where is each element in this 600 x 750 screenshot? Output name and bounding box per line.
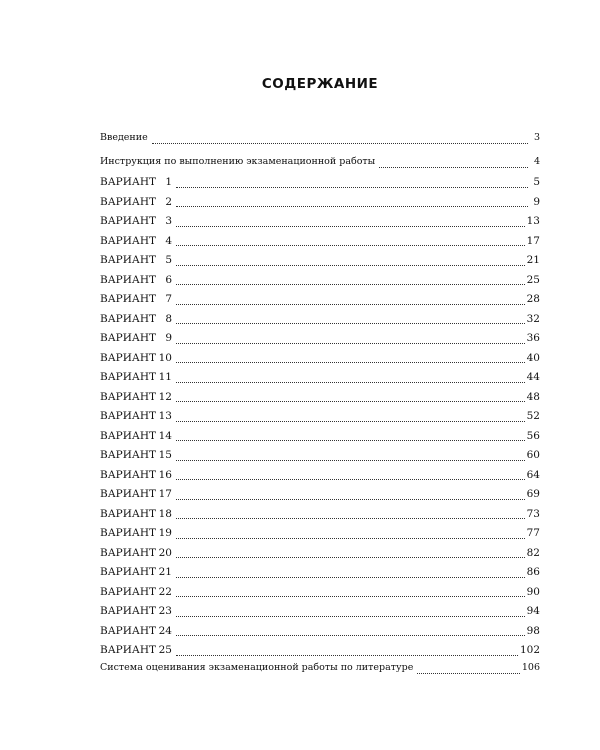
dot-leader xyxy=(176,479,525,480)
dot-leader xyxy=(176,323,525,324)
toc-entry-variant[interactable] xyxy=(100,488,540,504)
variant-number: 3 xyxy=(165,215,172,227)
variant-word: ВАРИАНТ xyxy=(100,390,157,403)
toc-entry-variant[interactable] xyxy=(100,469,540,485)
dot-leader xyxy=(176,440,525,441)
toc-entry-variant[interactable] xyxy=(100,254,540,270)
dot-leader xyxy=(152,143,528,144)
variant-word: ВАРИАНТ xyxy=(100,585,157,598)
toc-entry-label xyxy=(100,469,172,481)
toc-page-number: 36 xyxy=(526,332,540,344)
toc-page-number: 60 xyxy=(526,449,540,461)
toc-entry-variant[interactable] xyxy=(100,410,540,426)
variant-word: ВАРИАНТ xyxy=(100,488,157,500)
toc-entry-label xyxy=(100,508,172,520)
variant-number: 1 xyxy=(165,176,172,188)
toc-page-number: 82 xyxy=(526,546,540,559)
dot-leader xyxy=(176,655,518,656)
toc-entry-variant[interactable] xyxy=(100,235,540,251)
variant-word: ВАРИАНТ xyxy=(100,527,157,539)
toc-entry-label xyxy=(100,332,172,344)
toc-page-number: 69 xyxy=(526,488,540,500)
variant-number: 18 xyxy=(158,507,172,520)
toc-entry-variant[interactable] xyxy=(100,527,540,543)
toc-entry-label xyxy=(100,566,172,578)
toc-page-number: 21 xyxy=(526,254,540,266)
toc-entry-label xyxy=(100,527,172,539)
variant-word: ВАРИАНТ xyxy=(100,507,157,520)
toc-page-number: 9 xyxy=(533,195,540,208)
toc-entry-label xyxy=(100,449,172,461)
toc-entry-variant[interactable] xyxy=(100,566,540,582)
toc-entry-label xyxy=(100,605,172,617)
toc-entry-variant[interactable] xyxy=(100,644,540,660)
variant-number: 9 xyxy=(165,332,172,344)
toc-entry-variant[interactable] xyxy=(100,313,540,329)
variant-word: ВАРИАНТ xyxy=(100,468,157,481)
toc-entry-label xyxy=(100,625,172,637)
variant-number: 2 xyxy=(165,195,172,208)
variant-word: ВАРИАНТ xyxy=(100,215,157,227)
toc-entry-label xyxy=(100,313,172,325)
dot-leader xyxy=(176,577,525,578)
dot-leader xyxy=(176,596,525,597)
toc-entry-label xyxy=(100,488,172,500)
toc-entry-label xyxy=(100,547,172,559)
toc-entry-label: Инструкция по выполнению экзаменационной работы xyxy=(100,156,376,167)
toc-page-number: 106 xyxy=(521,662,540,673)
dot-leader xyxy=(176,304,525,305)
dot-leader xyxy=(176,382,525,383)
dot-leader xyxy=(176,206,528,207)
variant-word: ВАРИАНТ xyxy=(100,176,157,188)
toc-entry-variant[interactable] xyxy=(100,430,540,446)
toc-entry-label xyxy=(100,254,172,266)
variant-word: ВАРИАНТ xyxy=(100,312,157,325)
toc-entry-introduction[interactable] xyxy=(100,132,540,148)
dot-leader xyxy=(176,538,525,539)
toc-entry-label: Система оценивания экзаменационной работы по литературе xyxy=(100,662,414,673)
toc-page-number: 64 xyxy=(526,468,540,481)
dot-leader xyxy=(176,343,525,344)
dot-leader xyxy=(379,167,528,168)
dot-leader xyxy=(417,673,520,674)
variant-word: ВАРИАНТ xyxy=(100,624,157,637)
variant-number: 15 xyxy=(158,449,172,461)
toc-page-number: 102 xyxy=(519,644,540,656)
toc-entry-label xyxy=(100,274,172,286)
dot-leader xyxy=(176,226,525,227)
toc-entry-variant[interactable] xyxy=(100,449,540,465)
variant-word: ВАРИАНТ xyxy=(100,371,157,383)
dot-leader xyxy=(176,421,525,422)
toc-entry-label xyxy=(100,586,172,598)
toc-entry-variant[interactable] xyxy=(100,625,540,641)
dot-leader xyxy=(176,401,525,402)
dot-leader xyxy=(176,616,525,617)
variant-number: 5 xyxy=(165,254,172,266)
toc-page-number: 86 xyxy=(526,566,540,578)
page-title: СОДЕРЖАНИЕ xyxy=(261,76,379,92)
variant-number: 6 xyxy=(165,273,172,286)
toc-entry-label xyxy=(100,352,172,364)
variant-word: ВАРИАНТ xyxy=(100,410,157,422)
toc-entry-variant[interactable] xyxy=(100,332,540,348)
variant-number: 11 xyxy=(158,371,172,383)
variant-word: ВАРИАНТ xyxy=(100,546,157,559)
toc-entry-label xyxy=(100,410,172,422)
toc-entry-instructions[interactable] xyxy=(100,156,540,172)
toc-entry-label xyxy=(100,176,172,188)
variant-word: ВАРИАНТ xyxy=(100,293,157,305)
variant-number: 22 xyxy=(158,585,172,598)
variant-word: ВАРИАНТ xyxy=(100,332,157,344)
variant-number: 8 xyxy=(165,312,172,325)
variant-number: 7 xyxy=(165,293,172,305)
dot-leader xyxy=(176,187,528,188)
variant-word: ВАРИАНТ xyxy=(100,644,157,656)
variant-number: 14 xyxy=(158,429,172,442)
toc-page-number: 32 xyxy=(526,312,540,325)
toc-page-number: 44 xyxy=(526,371,540,383)
toc-entry-variant[interactable] xyxy=(100,586,540,602)
toc-entry-label xyxy=(100,644,172,656)
variant-word: ВАРИАНТ xyxy=(100,351,157,364)
variant-word: ВАРИАНТ xyxy=(100,273,157,286)
variant-number: 24 xyxy=(158,624,172,637)
toc-page-number: 98 xyxy=(526,624,540,637)
toc-entry-variant[interactable] xyxy=(100,176,540,192)
toc-page-number: 13 xyxy=(526,215,540,227)
variant-number: 10 xyxy=(158,351,172,364)
toc-page-number: 52 xyxy=(526,410,540,422)
dot-leader xyxy=(176,460,525,461)
toc-page-number: 25 xyxy=(526,273,540,286)
toc-page-number: 28 xyxy=(526,293,540,305)
toc-entry-label xyxy=(100,196,172,208)
variant-number: 20 xyxy=(158,546,172,559)
variant-number: 4 xyxy=(165,234,172,247)
variant-number: 17 xyxy=(158,488,172,500)
toc-entry-label xyxy=(100,430,172,442)
dot-leader xyxy=(176,245,525,246)
toc-page-number: 40 xyxy=(526,351,540,364)
toc-page-number: 77 xyxy=(526,527,540,539)
variant-number: 13 xyxy=(158,410,172,422)
toc-page-number: 3 xyxy=(533,132,540,143)
variant-number: 25 xyxy=(158,644,172,656)
toc-entry-variant[interactable] xyxy=(100,293,540,309)
dot-leader xyxy=(176,518,525,519)
toc-page-number: 48 xyxy=(526,390,540,403)
dot-leader xyxy=(176,499,525,500)
variant-number: 19 xyxy=(158,527,172,539)
variant-word: ВАРИАНТ xyxy=(100,566,157,578)
toc-entry-variant[interactable] xyxy=(100,215,540,231)
variant-number: 16 xyxy=(158,468,172,481)
toc-entry-variant[interactable] xyxy=(100,274,540,290)
toc-page-number: 5 xyxy=(533,176,540,188)
variant-word: ВАРИАНТ xyxy=(100,449,157,461)
toc-entry-variant[interactable] xyxy=(100,391,540,407)
toc-entry-grading-system[interactable] xyxy=(100,662,540,678)
dot-leader xyxy=(176,362,525,363)
toc-entry-label xyxy=(100,235,172,247)
toc-entry-variant[interactable] xyxy=(100,508,540,524)
toc-page-number: 73 xyxy=(526,507,540,520)
dot-leader xyxy=(176,265,525,266)
toc-entry-label xyxy=(100,391,172,403)
variant-word: ВАРИАНТ xyxy=(100,429,157,442)
dot-leader xyxy=(176,284,525,285)
toc-entry-variant[interactable] xyxy=(100,371,540,387)
toc-page-number: 4 xyxy=(533,156,540,167)
toc-entry-label xyxy=(100,293,172,305)
variant-number: 23 xyxy=(158,605,172,617)
toc-page-number: 90 xyxy=(526,585,540,598)
toc-entry-variant[interactable] xyxy=(100,352,540,368)
variant-number: 21 xyxy=(158,566,172,578)
variant-word: ВАРИАНТ xyxy=(100,234,157,247)
variant-number: 12 xyxy=(158,390,172,403)
variant-word: ВАРИАНТ xyxy=(100,195,157,208)
toc-entry-variant[interactable] xyxy=(100,605,540,621)
toc-entry-variant[interactable] xyxy=(100,196,540,212)
variant-word: ВАРИАНТ xyxy=(100,254,157,266)
toc-page-number: 17 xyxy=(526,234,540,247)
toc-entry-variant[interactable] xyxy=(100,547,540,563)
dot-leader xyxy=(176,557,525,558)
toc-entry-label xyxy=(100,215,172,227)
toc-page-number: 56 xyxy=(526,429,540,442)
variant-word: ВАРИАНТ xyxy=(100,605,157,617)
toc-entry-label xyxy=(100,371,172,383)
dot-leader xyxy=(176,635,525,636)
toc-entry-label: Введение xyxy=(100,132,148,143)
toc-page-number: 94 xyxy=(526,605,540,617)
